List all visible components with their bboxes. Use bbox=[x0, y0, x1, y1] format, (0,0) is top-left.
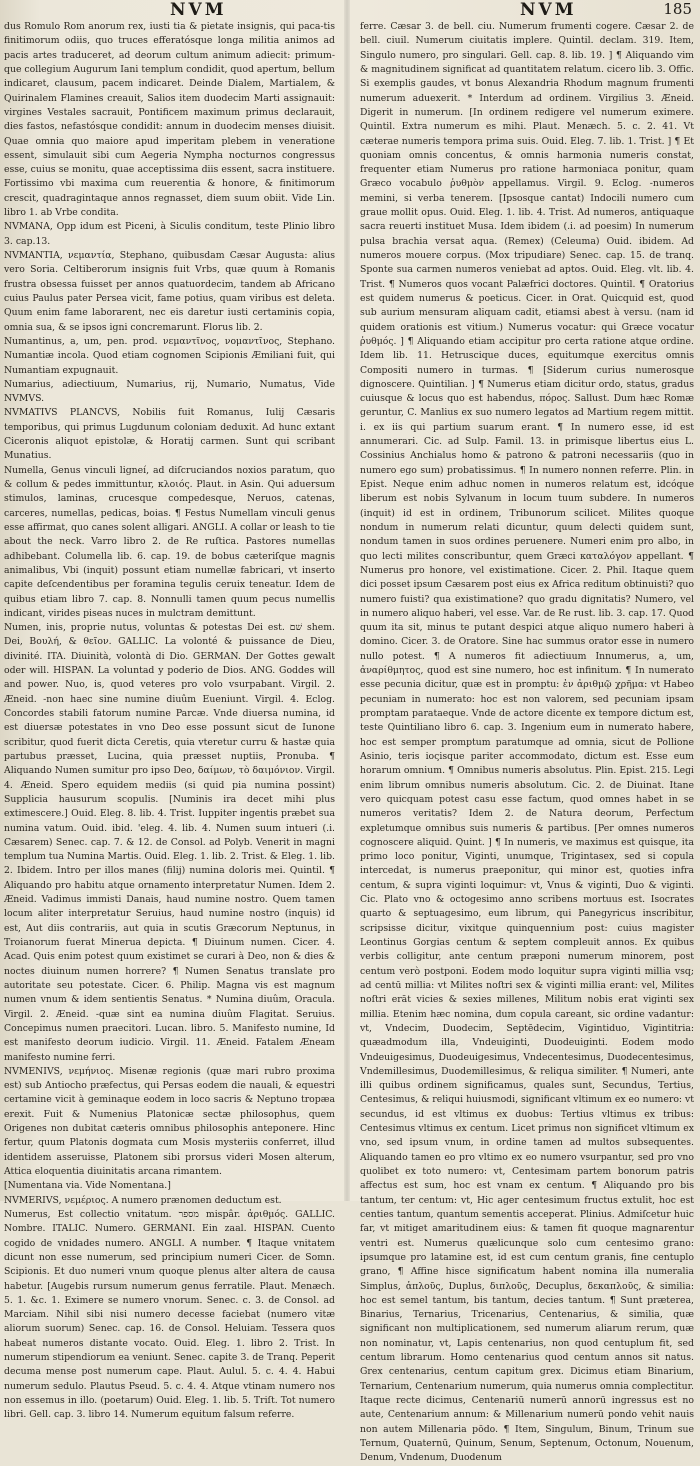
dictionary-entry: Numen, inis, proprie nutus, voluntas & potestas Dei est. שׁם shem. Dei, Βουλή, & θεῖον. GALLIC. La volonté & puissance de Dieu, divinité. ITA. Diuinità, volontà di Dio. GERMAN. Der Gottes gewalt oder will. HISPAN. La voluntad y poderio de Dios. ANG. Goddes will and power. Nuo, is, quod veteres pro volo vsurpabant. Virgil. 2. Æneid. -non haec sine numine diuûm Eueniunt. Virgil. 4. Eclog. Concordes stabili fatorum numine Parcæ. Vnde diuersa numina, id est diuersæ potestates in vno Deo esse possunt sicut de Iunone scribitur, quod fuerit dicta Ceretis, quia vteretur curru & hastæ quia partubus præsset, Lucina, quia præsset nuptiis, Pronuba. ¶ Aliquando Numen sumitur pro ipso Deo, δαίμων, τὸ δαιμόνιον. Virgil. 4. Æneid. Spero equidem mediis (si quid pia numina possint) Supplicia hausurum scopulis. [Numinis ira decet mihi plus extimescere.] Ouid. Eleg. 8. lib. 4. Trist. Iuppiter ingentis præbet sua numina vatum. Ouid. ibid. 'eleg. 4. lib. 4. Numen suum intueri (.i. Cæsarem) Senec. cap. 7. & 12. de Consol. ad Polyb. Venerit in magni templum tua Numina Martis. Ouid. Eleg. 1. lib. 2. Trist. & Eleg. 1. lib. 2. Ibidem. Intro per illos manes (filij) numina doloris mei. Quintil. ¶ Aliquando pro habitu atque ornamento interpretatur Numen. Idem 2. Æneid. Vadimus immisti Danais, haud numine nostro. Quem tamen locum aliter interpretatur Seruius, haud numine nostro (inquis) id est, Aut diis contrariis, aut quia in scutis Græcorum Neptunus, in Troianorum fuerat Minerua depicta. ¶ Diuinum numen. Cicer. 4. Acad. Quis enim potest quum existimet se curari à Deo, non & dies & noctes diuinum numen horrere? ¶ Numen Senatus translate pro autoritate seu potestate. Cicer. 6. Philip. Magna vis est magnum numen vnum & idem sentientis Senatus. * Numina diuûm, Oracula. Virgil. 2. Æneid. -quæ sint ea numina diuûm Flagitat. Seruius. Concepimus numen praecitori. Lucan. libro. 5. Manifesto numine, Id est manifesto deorum iudicio. Virgil. 11. Æneid. Fatalem Æneam manifesto numine ferri. bbox=[4, 622, 335, 1063]
dictionary-entry: Numarius, adiectiuum, Numarius, rij, Numario, Numatus, Vide NVMVS. bbox=[4, 378, 335, 405]
right-column bbox=[360, 20, 694, 1464]
left-column bbox=[4, 20, 336, 1421]
page-number: 185 bbox=[663, 0, 692, 18]
dictionary-entry: Numella, Genus vinculi ligneí, ad diſcruciandos noxios paratum, quo & collum & pedes immittuntur, κλοιός. Plaut. in Asin. Qui aduersum stimulos, laminas, crucesque compedesque, Neruos, catenas, carceres, numellas, pedicas, boias. ¶ Festus Numellam vinculi genus esse affirmat, quo canes solent alligari. ANGLI. A collar or leash to tie about the neck. Varro libro 2. de Re ruſtica. Pastores numellas adhibebant. Columella lib. 6. cap. 19. de bobus cæteriſque magnis animalibus, Vbi (inquit) possunt etiam numellæ fabricari, vt inserto capite deſcendentibus per foramina tegulis ceruix teneatur. Idem de quibus etiam libro 7. cap. 8. Nonnulli tamen quum pecus numellis indicant, virides piseas nuces in mulctram demittunt. bbox=[4, 464, 335, 619]
dictionary-entry: NVMENIVS, νεμήνιος. Misenæ regionis (quæ mari rubro proxima est) sub Antiocho præfectus, qui Persas eodem die nauali, & equestri certamine vicit à geminaque eodem in loco sacris & Neptuno tropæa erexit. Fuit & Numenius Platonicæ sectæ philosophus, quem Origenes non dubitat cæteris omnibus philosophis anteponere. Hinc fertur, quum Platonis dogmata cum Mosis mysteriis conferret, illud identidem asseruisse, Platonem sibi prorsus videri Mosen alterum, Attica eloquentia diuinitatis arcana rimantem. bbox=[4, 1065, 335, 1177]
running-header bbox=[0, 0, 700, 20]
dictionary-entry: NVMERIVS, νεμέριος. A numero prænomen deductum est. bbox=[4, 1194, 282, 1206]
dictionary-entry: NVMATIVS PLANCVS, Nobilis fuit Romanus, Iulij Cæsaris temporibus, qui primus Lugdunum coloniam deduxit. Ad hunc extant Ciceronis aliquot epistolæ, & Horatij carmen. Sunt qui scribant Munatius. bbox=[4, 407, 335, 462]
dictionary-entry: Numantinus, a, um, pen. prod. νεμαντῖνος, νομαντῖνος, Stephano. Numantiæ incola. Quod etiam cognomen Scipionis Æmiliani fuit, qui Numantiam expugnauit. bbox=[4, 335, 335, 376]
dictionary-entry: Numerus, Est collectio vnitatum. מספר mispâr. ἀριθμός. GALLIC. Nombre. ITALIC. Numero. GERMANI. Ein zaal. HISPAN. Cuento cogido de vnidades numero. ANGLI. A number. ¶ Itaque vnitatem dicunt non esse numerum, sed principium numeri Cicer. de Somn. Scipionis. Et duo numeri vnum quoque plenus alter altera de causa habetur. [Augebis rursum numerum genus ferratile. Plaut. Menæch. 5. 1. &c. 1. Eximere se numero vnorum. Senec. c. 3. de Consol. ad Marciam. Nihil sibi nisi numero decesse faciebat (numero vitæ aliorum suorum) Senec. cap. 16. de Consol. Heluiam. Tessera quos habeat numeros distante vocato. Ouid. Eleg. 1. libro 2. Trist. In numerum stipendiorum ea veniunt. Senec. capite 3. de Tranq. Peperit decuma mense post numerum cape. Plaut. Aulul. 5. c. 4. 4. Habui numerum sedulo. Plautus Pseud. 5. c. 4. 4. Atque vtinam numero nos non essemus in illo. (poetarum) Ouid. Eleg. 1. lib. 5. Triſt. Tot numero libri. Gell. cap. 3. libro 14. Numerum equitum falsum referre. bbox=[4, 1208, 336, 1421]
dictionary-entry: [Numentana via. Vide Nomentana.] bbox=[4, 1180, 171, 1192]
dictionary-entry: NVMANTIA, νεμαντία, Stephano, quibusdam Cæsar Augusta: alius vero Soria. Celtiberorum insignis fuit Vrbs, quæ quum à Romanis frustra obsessa fuisset per annos quatuordecim, tandem ab Africano cuius Paulus pater Persea vicit, fame potius, quam viribus est deleta. Quum enim fame laborarent, nec eis daretur iusti certaminis copia, omnia sua, & se ipsos igni concremarunt. Florus lib. 2. bbox=[4, 250, 335, 333]
dictionary-entry: ferre. Cæsar 3. de bell. ciu. Numerum frumenti cogere. Cæsar 2. de bell. ciuil. Numerum ciuitatis implere. Quintil. declam. 319. Item, Singulo numero, pro singulari. Gell. cap. 8. lib. 19. ] ¶ Aliquando vim & magnitudinem significat ad quantitatem relatum. cicero lib. 3. Offic. Si exemplis gaudes, vt bonus Alexandria Rhodum magnum frumenti numerum aduexerit. * Interdum ad ordinem. Virgilius 3. Æneid. Digerit in numerum. [In ordinem redigere vel numerum eximere. Quintil. Extra numerum es mihi. Plaut. Menæch. 5. c. 2. 41. Vt cæterae numeris tempora prima suis. Ouid. Eleg. 7. lib. 1. Trist. ] ¶ Et quoniam omnis concentus, & omnis harmonia numeris constat, frequenter etiam Numerus pro ratione harmoniaca ponitur, quam Græco vocabulo ῥυθμὸν appellamus. Virgil. 9. Eclog. -numeros memini, si verba tenerem. [Ipsosque cantat) Indocili numero cum graue mollit opus. Ouid. Eleg. 1. lib. 4. Trist. Ad numeros, antiquaque sacra reuerti instituet Musa. Idem ibidem (.i. ad poesim) In numerum pulsa brachia versat aqua. (Remex) (Celeuma) Ouid. ibidem. Ad numeros mouere corpus. (Mox tripudiare) Senec. cap. 15. de tranq. Sponte sua carmen numeros veniebat ad aptos. Ouid. Eleg. vlt. lib. 4. Trist. ¶ Numeros quos vocant Palæfrici doctores. Quintil. ¶ Oratorius est quidem numerus & poeticus. Cicer. in Orat. Quicquid est, quod sub aurium mensuram aliquam cadit, etiamsi abest à versu. (nam id quidem orationis est vitium.) Numerus vocatur: qui Græce vocatur ῥυθμός. ] ¶ Aliquando etiam accipitur pro certa ratione atque ordine. Idem lib. 11. Hetruscique duces, equitumque exercitus omnis Compositi numero in turmas. ¶ [Siderum curius numerosque dignoscere. Quintilian. ] ¶ Numerus etiam dicitur ordo, status, gradus cuiusque & locus quo est habendus, πόρος. Sallust. Dum hæc Romæ geruntur, C. Manlius ex suo numero legatos ad Martium regem mittit. i. ex iis qui partium suarum erant. ¶ In numero esse, id est annumerari. Cic. ad Sulp. Famil. 13. in primisque libertus eius L. Cossinius Anchialus homo & patrono & patroni necessariis (quo in numero ego sum) probatissimus. ¶ In numero nonnen referre. Plin. in Epist. Neque enim adhuc nomen in numeros relatum est, idcóque liberum est nobis Sylvanum in locum tuum subdere. In numeros (inquit) id est in ordinem, Tribunorum scilicet. Milites quoque nondum in numerum relati dicuntur, quum delecti quidem sunt, nondum tamen in suos ordines peruenere. Numeri enim pro albo, in quo lecti milites conscribuntur, quem Græci καταλόγον appellant. ¶ Numerus pro honore, vel existimatione. Cicer. 2. Phil. Itaque quem dici posset ipsum Cæsarem post eius ex Africa reditum obtinuisti? quo numero fuisti? qua existimatione? quo gradu dignitatis? Numero, vel in numero aliquo haberi, vel esse. Var. de Re rust. lib. 3. cap. 17. Quod quum ita sit, minus te putant despici atque aliquo numero haberi à domino. Cicer. 3. de Oratore. Sine hac summus orator esse in numero nullo potest. ¶ A numeros fit adiectiuum Innumerus, a, um, ἀναρίθμητος, quod est sine numero, hoc est infinitum. ¶ In numerato esse pecunia dicitur, quæ est in promptu: ἐν ἀριθμῷ χρῆμα: vt Habeo pecuniam in numerato: hoc est non valorem, sed pecuniam ipsam promptam parataeque. Vnde de actore dicente ex tempore dictum est, teste Quintiliano libro 6. cap. 3. Ingenium eum in numerato habere, hoc est semper promptum paratumque ad omnia, sicut de Pollione Asinio, teris ioςisque pariter accommodato, dictum est. Esse eum horarum omnium. ¶ Omnibus numeris absolutus. Plin. Epist. 215. Legi enim librum omnibus numeris absolutum. Cic. 2. de Diuinat. Itane vero quicquam potest casu esse factum, quod omnes habet in se numeros veritatis? Idem 2. de Natura deorum, Perfectum expletumque omnibus suis numeris & partibus. [Per omnes numeros cognoscere aliquid. Quint. ] ¶ In numeris, ve maximus est quisque, ita primo loco ponitur, Viginti, unumque, Trigintasex, sed si copula intercedat, is numerus praeponitur, qui minor est, quoties infra centum, & supra viginti loquimur: vt, Vnus & viginti, Duo & viginti. Cic. Plato vno & octogesimo anno scribens mortuus est. Isocrates quarto & septuagesimo, eum librum, qui Panegyricus inscribitur, scripsisse dicitur, vixitque quinquennium post: cuius magister Leontinus Gorgias centum & septem compleuit annos. Ex quibus verbis colligitur, ante centum præponi numerum minorem, post centum verò postponi. Eodem modo loquitur supra viginti millia vsq; ad centū millia: vt Milites noſtri sex & viginti millia erant: vel, Milites noſtri erāt vicies & sexies millenes, Militum nobis erat viginti sex millia. Etenim hæc nomina, dum copula careant, sic ordine vadantur: vt, Vndecim, Duodecim, Septēdecim, Vigintiduo, Vigintitria: quæadmodum illa, Vndeuiginti, Duodeuiginti. Eodem modo Vndeuigesimus, Duodeuigesimus, Vndecentesimus, Duodecentesimus, Vndemillesimus, Duodemillesimus, & reliqua similiter. ¶ Numeri, ante illi quibus ordinem significamus, quales sunt, Secundus, Tertius, Centesimus, & reliqui huiusmodi, significant vltimum ex eo numero: vt secundus, id est vltimus ex duobus: Tertius vltimus ex tribus: Centesimus vltimus ex centum. Licet primus non significet vltimum ex vno, sed ipsum vnum, in ordine tamen ad multos subsequentes. Aliquando tamen eo pro vltimo ex eo numero vsurpantur, sed pro vno quolibet ex toto numero: vt, Centesimam partem bonorum patris affectus est sum, hoc est vnam ex centum. ¶ Aliquando pro bis tantum, ter centum: vt, Hic ager centesimum fructus extulit, hoc est centies tantum, quantum sementis acceperat. Plinius. Admiſcetur huic far, vt mitiget amaritudinem eius: & tamen fit quoque magnarentur ventri est. Numerus quælicunque solo cum centesimo grano: ipsumque pro latamine est, id est cum centum granis, fine centuplo grano, ¶ Affine hisce significatum habent nomina illa numeralia Simplus, ἁπλοῦς, Duplus, διπλοῦς, Decuplus, δεκαπλοῦς, & similia: hoc est semel tantum, bis tantum, decies tantum. ¶ Sunt præterea, Binarius, Ternarius, Tricenarius, Centenarius, & similia, quæ significant non multiplicationem, sed numerum aliarum rerum, quæ non nominatur, vt, Lapis centenarius, non quod centuplum fit, sed centum librarum. Homo centenarius quod centum annos sit natus. Grex centenarius, centum capitum grex. Dicimus etiam Binarium, Ternarium, Centenarium numerum, quia numerus omnia complectitur. Itaque recte dicimus, Centenariū numerū annorū ingressus est no aute, Centenarium annum: & Millenarium numerū pondo vehit nauis non autem Millenaria pōdo. ¶ Item, Singulum, Binum, Trinum sue Ternum, Quaternū, Quinum, Senum, Septenum, Octonum, Nouenum, Denum, Vndenum, Duodenum bbox=[360, 21, 694, 1464]
left-running-head: NVM bbox=[170, 0, 227, 20]
column-gutter bbox=[344, 0, 350, 1201]
right-running-head: NVM bbox=[520, 0, 577, 20]
dictionary-entry: NVMANA, Opp idum est Piceni, à Siculis conditum, teste Plinio libro 3. cap.13. bbox=[4, 221, 335, 247]
dictionary-entry: dus Romulo Rom anorum rex, iusti tia & pietate insignis, qui paca-tis finitimorum odiis, quo truces efferatósque longa militia animos ad pacis artes traduceret, ad deorum cultum animum adiecit: primum-que collegium Augurum Iani templum condidit, quod apertum, bellum indicaret, clausum, pacem indicaret. Deinde Dialem, Martialem, & Quirinalem Flamines creauit, Salios item duodecim Marti assignauit: virgines Vestales sacrauit, Pontificem maximum primus declarauit, dies fastos, nefastósque condidit: annum in duodecim menses diuisit. Quae omnia quo maiore apud imperitam plebem in veneratione essent, simulauit sibi cum Aegeria Nympha nocturnos congressus esse, cuius se monitu, quae acceptissima diis essent, sacra instituere. Fortissimo vbi maxima cum reuerentia & honore, & finitimorum crescit, quadragintaque annos regnasset, diem suum obiit. Vide Lin. libro 1. ab Vrbe condita. bbox=[4, 21, 335, 219]
